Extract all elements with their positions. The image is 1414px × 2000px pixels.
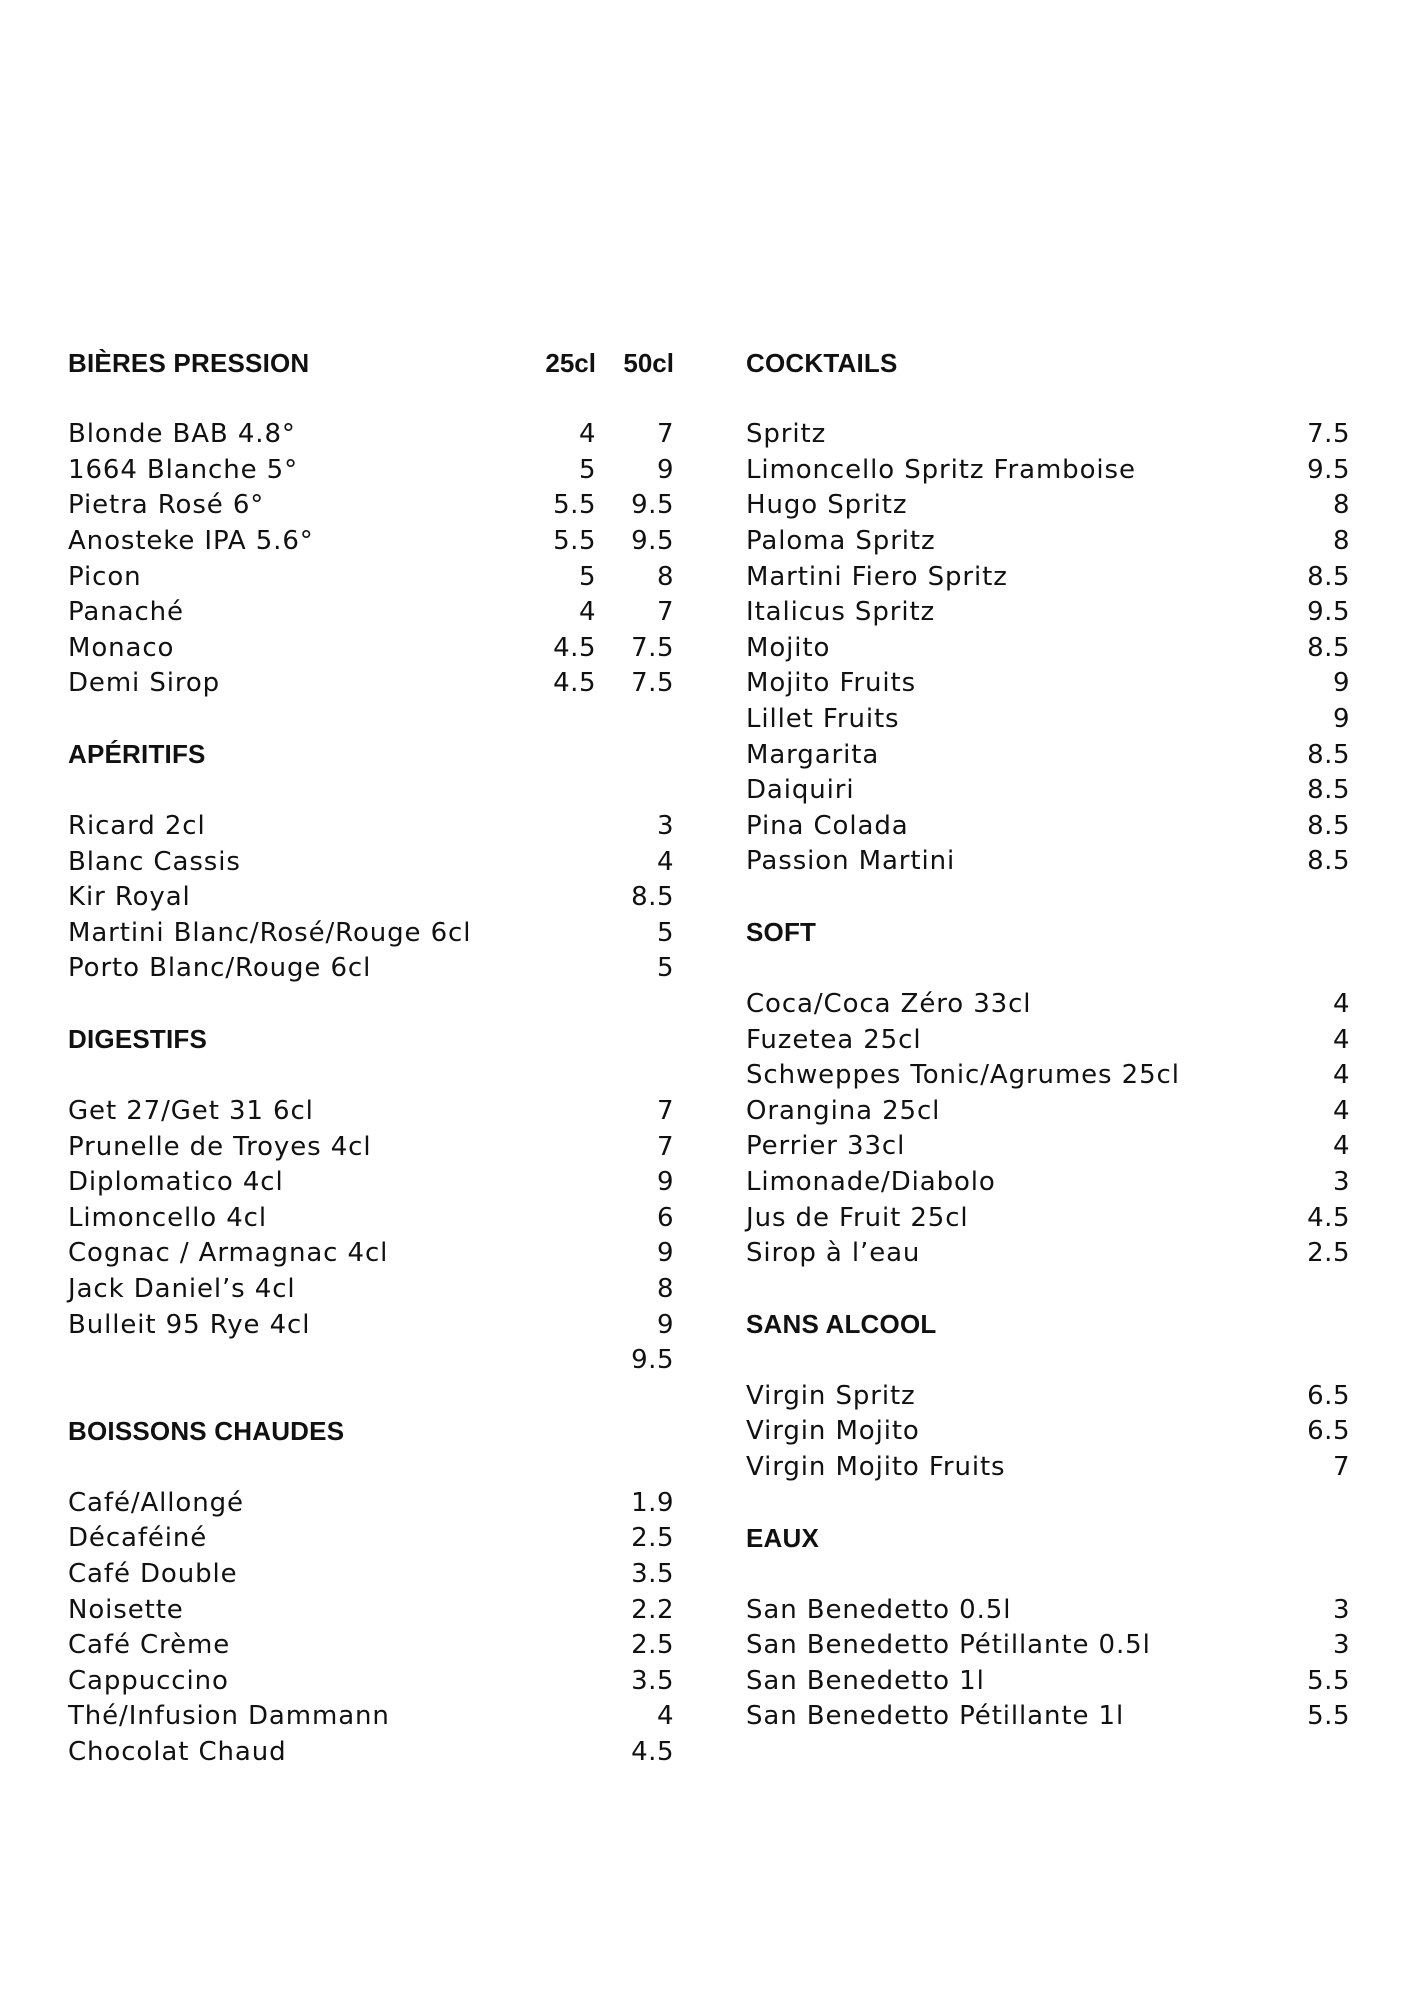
item-name: Mojito Fruits xyxy=(746,668,917,699)
size-label-25cl: 25cl xyxy=(545,347,596,378)
price-25cl: 4 xyxy=(578,419,596,450)
item-name: Bulleit 95 Rye 4cl xyxy=(68,1309,311,1340)
item-name: San Benedetto Pétillante 0.5l xyxy=(746,1630,1151,1661)
section-header xyxy=(746,1520,1350,1556)
item-price: 9.5 xyxy=(1307,454,1350,485)
item-price: 3 xyxy=(1332,1630,1350,1661)
item-name: Ricard 2cl xyxy=(68,811,206,842)
menu-item xyxy=(68,1592,674,1628)
item-price: 8 xyxy=(1332,490,1350,521)
menu-item xyxy=(746,523,1350,559)
item-name: Fuzetea 25cl xyxy=(746,1024,922,1055)
menu-item xyxy=(746,488,1350,524)
item-price: 8.5 xyxy=(1307,739,1350,770)
menu-item xyxy=(68,666,674,702)
price-50cl: 9.5 xyxy=(631,490,674,521)
item-name: San Benedetto 0.5l xyxy=(746,1594,1012,1625)
section-title: COCKTAILS xyxy=(746,347,898,378)
item-price: 7 xyxy=(1332,1451,1350,1482)
item-name: Noisette xyxy=(68,1594,184,1625)
item-name: Décaféiné xyxy=(68,1523,208,1554)
menu-item xyxy=(68,594,674,630)
item-name: Get 27/Get 31 6cl xyxy=(68,1096,314,1127)
item-price: 4 xyxy=(656,1701,674,1732)
item-name: Lillet Fruits xyxy=(746,704,900,735)
item-name: Sirop à l’eau xyxy=(746,1238,921,1269)
item-name: Limoncello Spritz Framboise xyxy=(746,454,1136,485)
item-name: Martini Fiero Spritz xyxy=(746,561,1008,592)
section-title: DIGESTIFS xyxy=(68,1024,208,1055)
section-title: BOISSONS CHAUDES xyxy=(68,1415,345,1446)
menu-item xyxy=(68,523,674,559)
menu-item xyxy=(746,1414,1350,1450)
menu-item xyxy=(746,772,1350,808)
menu-item xyxy=(68,1556,674,1592)
menu-item xyxy=(746,1592,1350,1628)
item-price: 4 xyxy=(1332,1024,1350,1055)
item-name: Virgin Spritz xyxy=(746,1380,916,1411)
menu-item xyxy=(68,951,674,987)
item-price: 1.9 xyxy=(631,1487,674,1518)
item-price: 3 xyxy=(1332,1166,1350,1197)
price-50cl: 7 xyxy=(656,597,674,628)
size-label-50cl: 50cl xyxy=(623,347,674,378)
menu-item xyxy=(746,1235,1350,1271)
item-price: 2.5 xyxy=(631,1630,674,1661)
item-name: Kir Royal xyxy=(68,882,191,913)
section-aperitifs xyxy=(68,737,674,986)
section-title: APÉRITIFS xyxy=(68,739,206,770)
menu-item xyxy=(746,701,1350,737)
menu-item xyxy=(746,1057,1350,1093)
item-name: Cappuccino xyxy=(68,1665,229,1696)
menu-item xyxy=(68,1093,674,1129)
section-cocktails xyxy=(746,345,1350,879)
item-price: 9 xyxy=(1332,668,1350,699)
item-name: Spritz xyxy=(746,419,827,450)
menu-item xyxy=(746,1449,1350,1485)
menu-item xyxy=(68,1485,674,1521)
price-25cl: 4 xyxy=(578,597,596,628)
section-soft xyxy=(746,915,1350,1271)
item-price: 8.5 xyxy=(1307,632,1350,663)
item-name: Diplomatico 4cl xyxy=(68,1167,284,1198)
item-name: Blanc Cassis xyxy=(68,846,241,877)
section-header xyxy=(746,1306,1350,1342)
item-name: Pietra Rosé 6° xyxy=(68,490,265,521)
item-price: 4.5 xyxy=(1307,1202,1350,1233)
section-title: BIÈRES PRESSION xyxy=(68,347,310,378)
item-name: Café/Allongé xyxy=(68,1487,244,1518)
item-price: 8.5 xyxy=(631,882,674,913)
menu-item xyxy=(68,630,674,666)
section-header xyxy=(68,1022,674,1058)
item-name: Italicus Spritz xyxy=(746,597,936,628)
item-name: Martini Blanc/Rosé/Rouge 6cl xyxy=(68,917,472,948)
menu-item xyxy=(746,844,1350,880)
menu-item xyxy=(68,488,674,524)
item-price: 7 xyxy=(656,1096,674,1127)
item-price: 6.5 xyxy=(1307,1380,1350,1411)
menu-item xyxy=(746,1663,1350,1699)
menu-item xyxy=(746,559,1350,595)
price-25cl: 5 xyxy=(578,454,596,485)
item-price: 9.5 xyxy=(1307,597,1350,628)
price-25cl: 4.5 xyxy=(553,668,596,699)
item-name: Café Crème xyxy=(68,1630,231,1661)
item-name: Schweppes Tonic/Agrumes 25cl xyxy=(746,1060,1180,1091)
item-name: Demi Sirop xyxy=(68,668,221,699)
item-price: 3.5 xyxy=(631,1665,674,1696)
price-50cl: 9 xyxy=(656,454,674,485)
menu-item xyxy=(746,808,1350,844)
item-name: Virgin Mojito Fruits xyxy=(746,1451,1006,1482)
item-price: 9.5 xyxy=(631,1345,674,1376)
item-price: 8.5 xyxy=(1307,561,1350,592)
menu-item xyxy=(68,1236,674,1272)
menu-item xyxy=(746,594,1350,630)
price-50cl: 7.5 xyxy=(631,668,674,699)
item-name: Margarita xyxy=(746,739,880,770)
item-name: Prunelle de Troyes 4cl xyxy=(68,1131,372,1162)
item-name: Panaché xyxy=(68,597,184,628)
menu-item xyxy=(68,808,674,844)
menu-item xyxy=(746,1378,1350,1414)
menu-item xyxy=(68,1521,674,1557)
item-price: 8.5 xyxy=(1307,775,1350,806)
item-name: Blonde BAB 4.8° xyxy=(68,419,296,450)
item-price: 2.2 xyxy=(631,1594,674,1625)
price-25cl: 5 xyxy=(578,561,596,592)
item-price: 4 xyxy=(1332,1095,1350,1126)
item-price: 2.5 xyxy=(631,1523,674,1554)
item-price: 5 xyxy=(656,953,674,984)
section-header xyxy=(68,345,674,381)
item-name: Virgin Mojito xyxy=(746,1416,920,1447)
menu-item xyxy=(746,986,1350,1022)
item-name: Limoncello 4cl xyxy=(68,1202,267,1233)
item-name: Limonade/Diabolo xyxy=(746,1166,996,1197)
price-50cl: 9.5 xyxy=(631,526,674,557)
item-price: 4 xyxy=(1332,989,1350,1020)
item-price: 4 xyxy=(1332,1131,1350,1162)
item-name: San Benedetto Pétillante 1l xyxy=(746,1701,1125,1732)
item-price: 9 xyxy=(1332,704,1350,735)
price-50cl: 7.5 xyxy=(631,632,674,663)
menu-item xyxy=(68,1699,674,1735)
menu-column-left xyxy=(68,345,674,1805)
item-name: Hugo Spritz xyxy=(746,490,908,521)
item-price: 6 xyxy=(656,1202,674,1233)
item-price: 7 xyxy=(656,1131,674,1162)
item-price: 8 xyxy=(656,1273,674,1304)
item-price: 7.5 xyxy=(1307,419,1350,450)
menu-item xyxy=(746,630,1350,666)
menu-item xyxy=(746,1164,1350,1200)
item-name: Anosteke IPA 5.6° xyxy=(68,526,314,557)
menu-item xyxy=(68,879,674,915)
item-price: 2.5 xyxy=(1307,1238,1350,1269)
item-name: Porto Blanc/Rouge 6cl xyxy=(68,953,372,984)
section-title: EAUX xyxy=(746,1522,820,1553)
price-25cl: 4.5 xyxy=(553,632,596,663)
menu-item xyxy=(68,1164,674,1200)
item-name: Thé/Infusion Dammann xyxy=(68,1701,390,1732)
menu-item xyxy=(746,1093,1350,1129)
section-title: SANS ALCOOL xyxy=(746,1308,937,1339)
menu-item xyxy=(68,1627,674,1663)
item-name: Paloma Spritz xyxy=(746,526,936,557)
item-price: 9 xyxy=(656,1167,674,1198)
item-name: Jus de Fruit 25cl xyxy=(746,1202,969,1233)
section-bieres-pression xyxy=(68,345,674,701)
menu-item xyxy=(746,1699,1350,1735)
item-name: Café Double xyxy=(68,1558,238,1589)
menu-item xyxy=(746,666,1350,702)
section-digestifs xyxy=(68,1022,674,1378)
menu-item xyxy=(746,1627,1350,1663)
item-name: Picon xyxy=(68,561,142,592)
item-name: Jack Daniel’s 4cl xyxy=(68,1273,296,1304)
section-title: SOFT xyxy=(746,917,817,948)
item-name: Passion Martini xyxy=(746,846,956,877)
item-price: 6.5 xyxy=(1307,1416,1350,1447)
menu-item xyxy=(68,844,674,880)
section-boissons-chaudes xyxy=(68,1413,674,1769)
item-name: Orangina 25cl xyxy=(746,1095,941,1126)
item-price: 8.5 xyxy=(1307,846,1350,877)
price-25cl: 5.5 xyxy=(553,526,596,557)
item-price: 3.5 xyxy=(631,1558,674,1589)
item-price: 4 xyxy=(1332,1060,1350,1091)
item-price: 9 xyxy=(656,1238,674,1269)
menu-item xyxy=(68,1271,674,1307)
section-header xyxy=(746,915,1350,951)
item-price: 8 xyxy=(1332,526,1350,557)
item-name: Cognac / Armagnac 4cl xyxy=(68,1238,389,1269)
section-header xyxy=(68,737,674,773)
item-price: 4 xyxy=(656,846,674,877)
menu-item xyxy=(68,452,674,488)
item-name: San Benedetto 1l xyxy=(746,1665,985,1696)
menu-item xyxy=(68,559,674,595)
item-price: 5 xyxy=(656,917,674,948)
price-50cl: 7 xyxy=(656,419,674,450)
item-name: Daiquiri xyxy=(746,775,855,806)
item-price: 8.5 xyxy=(1307,810,1350,841)
item-price: 4.5 xyxy=(631,1736,674,1767)
item-name: Mojito xyxy=(746,632,831,663)
item-name: Monaco xyxy=(68,632,175,663)
item-price: 5.5 xyxy=(1307,1665,1350,1696)
menu-item xyxy=(68,1129,674,1165)
menu-item xyxy=(68,915,674,951)
menu-item xyxy=(746,417,1350,453)
item-price: 5.5 xyxy=(1307,1701,1350,1732)
menu-item xyxy=(746,1200,1350,1236)
item-price: 3 xyxy=(1332,1594,1350,1625)
menu-item xyxy=(68,1307,674,1343)
item-name: 1664 Blanche 5° xyxy=(68,454,298,485)
section-header xyxy=(746,345,1350,381)
section-header xyxy=(68,1413,674,1449)
price-25cl: 5.5 xyxy=(553,490,596,521)
item-name: Coca/Coca Zéro 33cl xyxy=(746,989,1032,1020)
menu-column-right xyxy=(746,345,1350,1770)
item-price: 9 xyxy=(656,1309,674,1340)
menu-item xyxy=(68,1663,674,1699)
item-name: Perrier 33cl xyxy=(746,1131,906,1162)
price-50cl: 8 xyxy=(656,561,674,592)
menu-item xyxy=(68,1734,674,1770)
menu-item xyxy=(746,1022,1350,1058)
menu-item xyxy=(68,1200,674,1236)
menu-item xyxy=(746,1129,1350,1165)
item-name: Chocolat Chaud xyxy=(68,1736,287,1767)
menu-item xyxy=(68,417,674,453)
section-eaux xyxy=(746,1520,1350,1734)
item-name: Pina Colada xyxy=(746,810,909,841)
menu-item xyxy=(746,452,1350,488)
menu-item xyxy=(746,737,1350,773)
section-sans-alcool xyxy=(746,1306,1350,1484)
item-price: 3 xyxy=(656,811,674,842)
menu-item xyxy=(68,1342,674,1378)
